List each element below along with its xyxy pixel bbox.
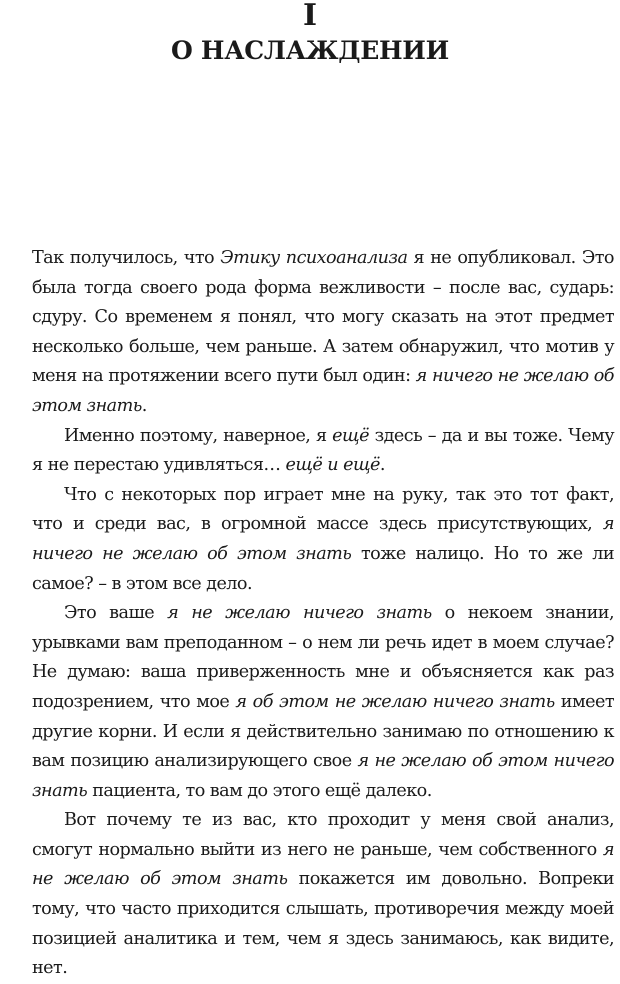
text-run: Что с некоторых пор играет мне на руку, так это тот факт, что и среди вас, в огромной массе здесь присутствующих,	[32, 484, 614, 535]
body-text	[32, 244, 614, 984]
italic-run: я не желаю ничего знать	[167, 603, 432, 624]
text-run: пациента, то вам до этого ещё далеко.	[87, 780, 432, 801]
text-run: о некоем знании, урывками вам преподанном – о нем ли речь идет в моем случае? Не думаю: ваша приверженность мне и объясняется как раз подозрением, что мое	[32, 603, 614, 712]
text-run: имеет другие корни. И если я действительно занимаю по отношению к вам позицию анализирующего свое	[32, 691, 615, 772]
italic-run: ещё и ещё	[285, 455, 380, 476]
italic-run: я не желаю об этом знать	[32, 839, 614, 890]
chapter-number: I	[302, 0, 318, 33]
italic-run: я не желаю об этом ничего знать	[32, 751, 614, 801]
italic-run: я ничего не желаю об этом знать	[32, 514, 614, 564]
italic-run: Этику психоанализа	[220, 248, 408, 268]
italic-run: я ничего не желаю об этом знать	[32, 366, 614, 416]
chapter-title: О НАСЛАЖДЕНИИ	[171, 36, 449, 65]
text-run: Это ваше	[64, 603, 168, 624]
text-run: Так получилось, что	[32, 248, 221, 268]
italic-run: я об этом не желаю ничего знать	[235, 691, 555, 712]
text-run: .	[141, 395, 147, 416]
paragraph-2	[32, 422, 614, 481]
paragraph-1	[32, 244, 614, 422]
italic-run: ещё	[332, 425, 369, 446]
paragraph-3	[32, 481, 614, 599]
text-run: тоже налицо. Но то же ли самое? – в этом все дело.	[32, 543, 614, 594]
text-run: Именно поэтому, наверное, я	[64, 425, 333, 446]
text-run: здесь – да и вы тоже. Чему я не перестаю удивляться…	[32, 425, 614, 476]
text-run: я не опубликовал. Это была тогда своего рода форма вежливости – после вас, сударь: сдуру. Со временем я понял, что могу сказать на этот предмет несколько больше, чем раньше. А затем обнаружил, что мотив у меня на протяжении всего пути был один:	[32, 248, 614, 387]
text-run: .	[379, 455, 385, 476]
text-run: Вот почему те из вас, кто проходит у меня свой анализ, смогут нормально выйти из него не раньше, чем собственного	[32, 810, 614, 860]
paragraph-4	[32, 599, 614, 806]
paragraph-5	[32, 806, 614, 984]
text-run: покажется им довольно. Вопреки тому, что часто приходится слышать, противоречия между моей позицией аналитика и тем, чем я здесь занимаюсь, как видите, нет.	[32, 869, 614, 979]
